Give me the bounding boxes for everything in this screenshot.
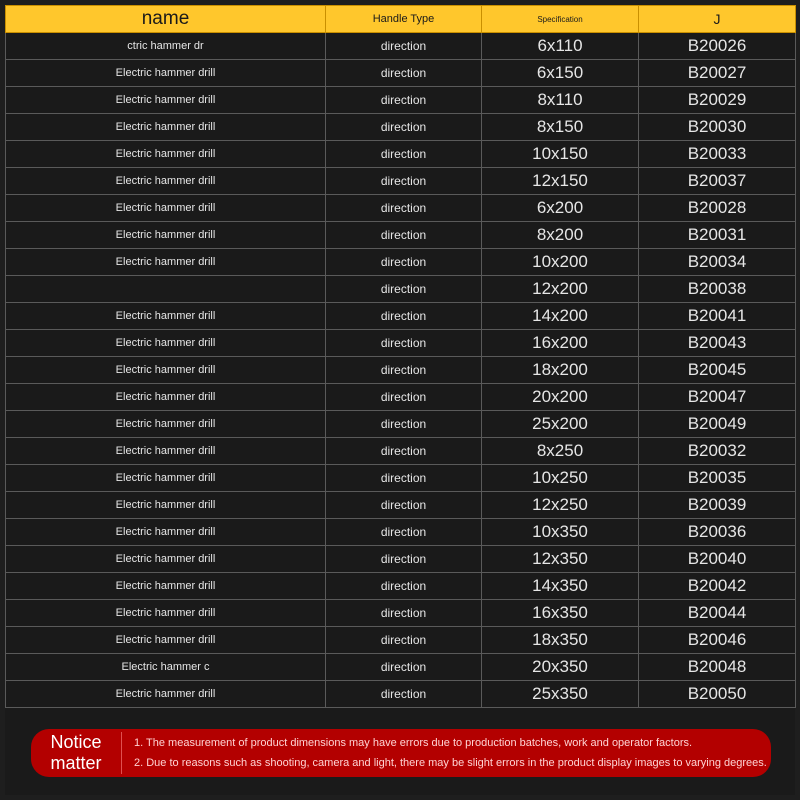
cell-name-text: Electric hammer drill xyxy=(115,364,216,376)
table-row xyxy=(6,303,796,330)
cell-handle-type: direction xyxy=(326,654,482,681)
cell-code: B20029 xyxy=(639,87,796,114)
cell-specification: 20x350 xyxy=(482,654,639,681)
cell-name-text: Electric hammer drill xyxy=(115,472,216,484)
table-row xyxy=(6,546,796,573)
cell-code: B20042 xyxy=(639,573,796,600)
table-body xyxy=(6,33,796,708)
cell-specification: 20x200 xyxy=(482,384,639,411)
cell-name xyxy=(6,627,326,654)
table-row xyxy=(6,519,796,546)
cell-name xyxy=(6,60,326,87)
cell-specification: 12x200 xyxy=(482,276,639,303)
cell-name xyxy=(6,330,326,357)
cell-name-text: ctric hammer dr xyxy=(127,40,204,52)
cell-code: B20048 xyxy=(639,654,796,681)
cell-code: B20037 xyxy=(639,168,796,195)
cell-name-text: Electric hammer drill xyxy=(115,607,216,619)
cell-name-text: Electric hammer drill xyxy=(115,445,216,457)
cell-specification: 10x200 xyxy=(482,249,639,276)
cell-handle-type: direction xyxy=(326,600,482,627)
cell-name-text: Electric hammer drill xyxy=(115,418,216,430)
cell-name xyxy=(6,438,326,465)
table-row xyxy=(6,438,796,465)
cell-specification: 10x350 xyxy=(482,519,639,546)
cell-name-text: Electric hammer drill xyxy=(115,337,216,349)
cell-name-text: Electric hammer drill xyxy=(115,391,216,403)
table-row xyxy=(6,195,796,222)
cell-code: B20034 xyxy=(639,249,796,276)
cell-name xyxy=(6,465,326,492)
table-row xyxy=(6,168,796,195)
cell-code: B20044 xyxy=(639,600,796,627)
cell-specification: 10x250 xyxy=(482,465,639,492)
cell-handle-type: direction xyxy=(326,681,482,708)
cell-specification: 18x200 xyxy=(482,357,639,384)
cell-name-text: Electric hammer drill xyxy=(115,688,216,700)
cell-code: B20026 xyxy=(639,33,796,60)
cell-name xyxy=(6,114,326,141)
column-header-handle-type: Handle Type xyxy=(326,6,482,33)
cell-handle-type: direction xyxy=(326,303,482,330)
cell-name xyxy=(6,303,326,330)
cell-name xyxy=(6,141,326,168)
cell-name-text: Electric hammer drill xyxy=(115,148,216,160)
cell-name-text: Electric hammer drill xyxy=(115,310,216,322)
cell-handle-type: direction xyxy=(326,114,482,141)
table-row xyxy=(6,384,796,411)
table-row xyxy=(6,411,796,438)
cell-specification: 16x350 xyxy=(482,600,639,627)
cell-handle-type: direction xyxy=(326,168,482,195)
cell-code: B20047 xyxy=(639,384,796,411)
cell-code: B20036 xyxy=(639,519,796,546)
table-row xyxy=(6,330,796,357)
cell-name-text: Electric hammer drill xyxy=(115,121,216,133)
column-header-specification: Specification xyxy=(482,6,639,33)
table-row xyxy=(6,492,796,519)
notice-title: Notice matter xyxy=(31,732,122,774)
cell-code: B20030 xyxy=(639,114,796,141)
cell-handle-type: direction xyxy=(326,357,482,384)
cell-handle-type: direction xyxy=(326,141,482,168)
cell-specification: 8x250 xyxy=(482,438,639,465)
table-row xyxy=(6,33,796,60)
cell-handle-type: direction xyxy=(326,519,482,546)
table-row xyxy=(6,627,796,654)
cell-handle-type: direction xyxy=(326,87,482,114)
cell-code: B20028 xyxy=(639,195,796,222)
cell-handle-type: direction xyxy=(326,330,482,357)
cell-code: B20046 xyxy=(639,627,796,654)
cell-name xyxy=(6,33,326,60)
cell-code: B20049 xyxy=(639,411,796,438)
cell-specification: 8x200 xyxy=(482,222,639,249)
table-row xyxy=(6,357,796,384)
cell-code: B20040 xyxy=(639,546,796,573)
cell-name xyxy=(6,357,326,384)
cell-handle-type: direction xyxy=(326,627,482,654)
notice-line: 1. The measurement of product dimensions may have errors due to production batches, work and operator factors. xyxy=(134,737,693,749)
cell-specification: 6x150 xyxy=(482,60,639,87)
cell-name xyxy=(6,573,326,600)
cell-specification: 10x150 xyxy=(482,141,639,168)
spec-table xyxy=(5,5,796,708)
cell-specification: 18x350 xyxy=(482,627,639,654)
table-row xyxy=(6,654,796,681)
cell-specification: 25x200 xyxy=(482,411,639,438)
cell-specification: 6x200 xyxy=(482,195,639,222)
cell-name xyxy=(6,249,326,276)
cell-name-text: Electric hammer drill xyxy=(115,526,216,538)
cell-name-text: Electric hammer drill xyxy=(115,229,216,241)
table-header-row xyxy=(6,6,796,33)
cell-code: B20041 xyxy=(639,303,796,330)
cell-handle-type: direction xyxy=(326,492,482,519)
cell-name xyxy=(6,168,326,195)
cell-handle-type: direction xyxy=(326,60,482,87)
cell-handle-type: direction xyxy=(326,411,482,438)
cell-handle-type: direction xyxy=(326,222,482,249)
cell-name xyxy=(6,411,326,438)
cell-name xyxy=(6,681,326,708)
cell-name-text: Electric hammer c xyxy=(121,661,210,673)
cell-name xyxy=(6,195,326,222)
cell-name-text: Electric hammer drill xyxy=(115,175,216,187)
cell-name-text: Electric hammer drill xyxy=(115,580,216,592)
cell-specification: 6x110 xyxy=(482,33,639,60)
cell-handle-type: direction xyxy=(326,546,482,573)
cell-name xyxy=(6,654,326,681)
cell-name xyxy=(6,492,326,519)
cell-handle-type: direction xyxy=(326,33,482,60)
cell-name-text: Electric hammer drill xyxy=(115,256,216,268)
cell-specification: 16x200 xyxy=(482,330,639,357)
cell-name xyxy=(6,276,326,303)
cell-name-text: Electric hammer drill xyxy=(115,553,216,565)
cell-handle-type: direction xyxy=(326,573,482,600)
spec-sheet xyxy=(5,5,795,795)
table-row xyxy=(6,249,796,276)
cell-code: B20032 xyxy=(639,438,796,465)
cell-code: B20035 xyxy=(639,465,796,492)
cell-code: B20039 xyxy=(639,492,796,519)
table-row xyxy=(6,681,796,708)
cell-handle-type: direction xyxy=(326,195,482,222)
cell-handle-type: direction xyxy=(326,276,482,303)
cell-specification: 14x350 xyxy=(482,573,639,600)
table-row xyxy=(6,573,796,600)
table-row xyxy=(6,465,796,492)
cell-name-text: Electric hammer drill xyxy=(115,202,216,214)
cell-specification: 12x250 xyxy=(482,492,639,519)
cell-name xyxy=(6,384,326,411)
column-header-code: J xyxy=(639,6,796,33)
cell-handle-type: direction xyxy=(326,249,482,276)
table-row xyxy=(6,87,796,114)
table-row xyxy=(6,60,796,87)
notice-line: 2. Due to reasons such as shooting, camera and light, there may be slight errors in the product display images to varying degrees. xyxy=(134,757,767,769)
cell-specification: 12x150 xyxy=(482,168,639,195)
cell-specification: 12x350 xyxy=(482,546,639,573)
cell-code: B20043 xyxy=(639,330,796,357)
table-row xyxy=(6,222,796,249)
cell-name-text: Electric hammer drill xyxy=(115,499,216,511)
notice-lines xyxy=(134,733,767,773)
table-row xyxy=(6,114,796,141)
cell-specification: 8x150 xyxy=(482,114,639,141)
cell-specification: 8x110 xyxy=(482,87,639,114)
cell-code: B20031 xyxy=(639,222,796,249)
table-row xyxy=(6,600,796,627)
cell-specification: 14x200 xyxy=(482,303,639,330)
column-header-name: name xyxy=(6,6,326,33)
cell-code: B20027 xyxy=(639,60,796,87)
cell-code: B20038 xyxy=(639,276,796,303)
cell-name-text: Electric hammer drill xyxy=(115,634,216,646)
cell-name-text: Electric hammer drill xyxy=(115,94,216,106)
cell-handle-type: direction xyxy=(326,384,482,411)
cell-specification: 25x350 xyxy=(482,681,639,708)
table-row xyxy=(6,141,796,168)
cell-name xyxy=(6,222,326,249)
cell-name xyxy=(6,519,326,546)
cell-code: B20033 xyxy=(639,141,796,168)
cell-code: B20050 xyxy=(639,681,796,708)
cell-handle-type: direction xyxy=(326,465,482,492)
cell-name-text: Electric hammer drill xyxy=(115,67,216,79)
cell-name xyxy=(6,546,326,573)
cell-name xyxy=(6,87,326,114)
cell-code: B20045 xyxy=(639,357,796,384)
cell-name xyxy=(6,600,326,627)
cell-handle-type: direction xyxy=(326,438,482,465)
table-row xyxy=(6,276,796,303)
notice-box xyxy=(31,729,771,777)
